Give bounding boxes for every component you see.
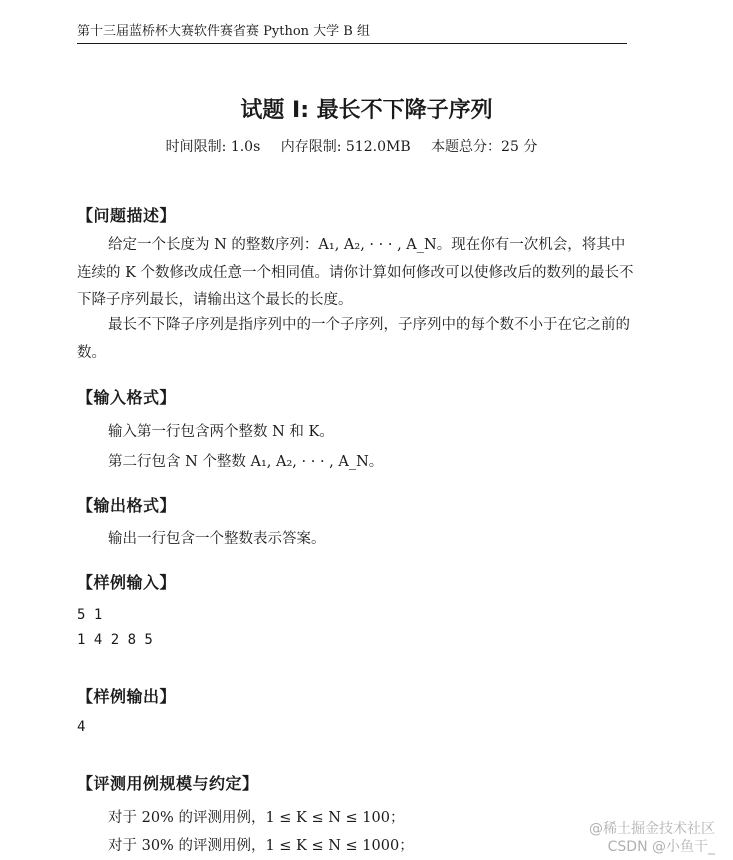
memory-limit: 内存限制: 512.0MB — [280, 139, 411, 155]
watermark-juejin: @稀土掘金技术社区 — [589, 821, 715, 837]
description-paragraph-2: 最长不下降子序列是指序列中的一个子序列，子序列中的每个数不小于在它之前的数。 — [77, 317, 630, 361]
input-format-heading: 【输入格式】 — [77, 388, 177, 407]
watermark-csdn: CSDN @小鱼干_ — [607, 839, 715, 855]
sample-input-line-2: 1 4 2 8 5 — [77, 632, 153, 648]
input-format-line-2: 第二行包含 N 个整数 A₁, A₂, · · · , A_N。 — [108, 454, 384, 470]
problem-meta — [0, 136, 703, 156]
description-heading: 【问题描述】 — [77, 206, 177, 225]
time-limit: 时间限制: 1.0s — [165, 139, 261, 155]
description-paragraph-1: 给定一个长度为 N 的整数序列：A₁, A₂, · · · , A_N。现在你有一次机会，将其中连续的 K 个数修改成任意一个相同值。请你计算如何修改可以使修改后的数列的最长不下降子序列最长，请输出这个最长的长度。 — [77, 237, 634, 308]
sample-output-heading: 【样例输出】 — [77, 687, 177, 706]
output-format-heading: 【输出格式】 — [77, 496, 177, 515]
problem-title: 试题 I: 最长不下降子序列 — [240, 98, 493, 123]
input-format-line-1: 输入第一行包含两个整数 N 和 K。 — [108, 424, 334, 440]
sample-input-line-1: 5 1 — [77, 607, 103, 623]
constraints-line-2: 对于 30% 的评测用例，1 ≤ K ≤ N ≤ 1000； — [108, 838, 414, 854]
total-score: 本题总分：25 分 — [431, 139, 538, 155]
constraints-heading: 【评测用例规模与约定】 — [77, 774, 259, 793]
output-format-line-1: 输出一行包含一个整数表示答案。 — [108, 531, 326, 547]
sample-input-heading: 【样例输入】 — [77, 573, 177, 592]
constraints-line-1: 对于 20% 的评测用例，1 ≤ K ≤ N ≤ 100； — [108, 810, 405, 826]
page-header: 第十三届蓝桥杯大赛软件赛省赛 Python 大学 B 组 — [77, 20, 627, 44]
sample-output-line-1: 4 — [77, 719, 86, 735]
